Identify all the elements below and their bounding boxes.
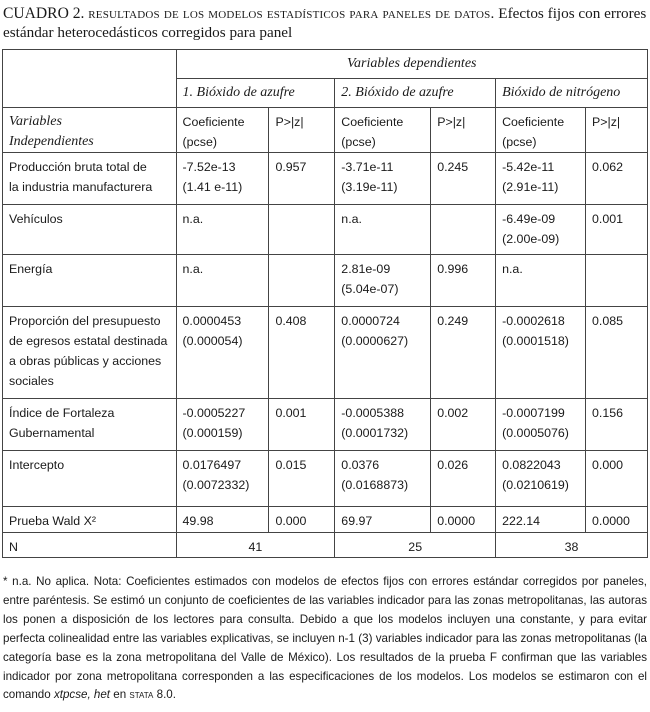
caption-subtitle: Efectos fijos con errores estándar heterocedásticos corregidos para panel bbox=[3, 5, 647, 41]
coef-cell-model-2-line: 2.81e-09 bbox=[341, 262, 391, 276]
p-value-model-3: 0.062 bbox=[586, 153, 648, 205]
coef-cell-model-1 bbox=[176, 255, 269, 307]
coef-cell-model-2-line: (3.19e-11) bbox=[341, 180, 398, 194]
coef-cell-model-1-line: -0.0005227 bbox=[182, 406, 246, 420]
independent-header-line-2: Independientes bbox=[9, 134, 94, 149]
coef-cell-model-1 bbox=[176, 399, 269, 451]
note-version: 8.0. bbox=[156, 688, 176, 702]
p-value-model-2: 0.245 bbox=[431, 153, 496, 205]
header-empty-cell-2 bbox=[3, 79, 177, 108]
pcse-header-label: (pcse) bbox=[502, 135, 537, 149]
coef-cell-model-1-line: n.a. bbox=[182, 262, 204, 276]
coef-cell-model-2 bbox=[335, 255, 431, 307]
dependent-variables-header: Variables dependientes bbox=[176, 50, 647, 79]
table-row bbox=[3, 153, 648, 205]
coef-header-label: Coeficiente bbox=[182, 115, 245, 129]
coef-cell-model-1-line: -7.52e-13 bbox=[182, 160, 236, 174]
coef-cell-model-3-line: (2.91e-11) bbox=[502, 180, 559, 194]
p-header-2: P>|z| bbox=[431, 108, 496, 153]
variable-label-line: Producción bruta total de bbox=[9, 160, 147, 174]
p-value-model-2: 0.249 bbox=[431, 307, 496, 399]
coef-cell-model-3 bbox=[496, 205, 586, 255]
coef-cell-model-3-line: -0.0002618 bbox=[502, 314, 565, 328]
variable-label bbox=[3, 399, 177, 451]
coef-cell-model-2-line: 0.0000724 bbox=[341, 314, 400, 328]
coef-cell-model-3 bbox=[496, 153, 586, 205]
coef-cell-model-2-line: n.a. bbox=[341, 212, 362, 226]
p-value-model-1: 0.408 bbox=[269, 307, 335, 399]
p-value-model-3 bbox=[586, 255, 648, 307]
model-2-header: 2. Bióxido de azufre bbox=[335, 79, 496, 108]
n-row bbox=[3, 533, 648, 558]
p-value-model-1: 0.001 bbox=[269, 399, 335, 451]
coef-cell-model-3-line: -6.49e-09 bbox=[502, 212, 556, 226]
p-value-model-2: 0.0000 bbox=[431, 507, 496, 533]
variable-label-line: la industria manufacturera bbox=[9, 180, 153, 194]
table-note bbox=[3, 573, 647, 705]
variable-label-line: Vehículos bbox=[9, 212, 63, 226]
pcse-header-label: (pcse) bbox=[341, 135, 376, 149]
coef-cell-model-3 bbox=[496, 507, 586, 533]
coef-cell-model-3-line: (0.0005076) bbox=[502, 426, 569, 440]
variable-label-line: sociales bbox=[9, 374, 54, 388]
model-3-header: Bióxido de nitrógeno bbox=[496, 79, 648, 108]
note-software: stata bbox=[129, 689, 154, 702]
coef-cell-model-2-line: (0.0001732) bbox=[341, 426, 409, 440]
coef-cell-model-2-line: 0.0376 bbox=[341, 458, 380, 472]
variable-label-line: Intercepto bbox=[9, 458, 65, 472]
variable-label-line: Prueba Wald X² bbox=[9, 514, 97, 528]
p-value-model-3: 0.000 bbox=[586, 451, 648, 507]
coef-cell-model-1 bbox=[176, 205, 269, 255]
variable-label-line: a obras públicas y acciones bbox=[9, 354, 162, 368]
coef-cell-model-3-line: (0.0210619) bbox=[502, 478, 569, 492]
coef-cell-model-2 bbox=[335, 153, 431, 205]
coef-cell-model-1-line: n.a. bbox=[182, 212, 204, 226]
coef-cell-model-3 bbox=[496, 307, 586, 399]
n-label: N bbox=[3, 533, 177, 558]
variable-label-line: Índice de Fortaleza bbox=[9, 406, 115, 420]
table-row bbox=[3, 307, 648, 399]
coef-header-3 bbox=[496, 108, 586, 153]
p-value-model-1: 0.000 bbox=[269, 507, 335, 533]
coef-cell-model-1-line: (0.000159) bbox=[182, 426, 243, 440]
coef-cell-model-1 bbox=[176, 307, 269, 399]
p-header-3: P>|z| bbox=[586, 108, 648, 153]
coef-cell-model-2-line: -0.0005388 bbox=[341, 406, 404, 420]
p-value-model-1: 0.015 bbox=[269, 451, 335, 507]
coef-cell-model-2-line: -3.71e-11 bbox=[341, 160, 394, 174]
coef-cell-model-3-line: (0.0001518) bbox=[502, 334, 569, 348]
coef-cell-model-1-line: (0.000054) bbox=[182, 334, 243, 348]
coef-cell-model-2 bbox=[335, 507, 431, 533]
coef-cell-model-2 bbox=[335, 451, 431, 507]
variable-label bbox=[3, 507, 177, 533]
n-value-model-3: 38 bbox=[496, 533, 648, 558]
variable-label-line: de egresos estatal destinada bbox=[9, 334, 168, 348]
table-row bbox=[3, 399, 648, 451]
header-row-dependent bbox=[3, 50, 648, 79]
coef-cell-model-1-line: 49.98 bbox=[182, 514, 214, 528]
variable-label bbox=[3, 205, 177, 255]
p-value-model-3: 0.085 bbox=[586, 307, 648, 399]
caption-label: CUADRO 2. bbox=[3, 5, 85, 22]
note-command: xtpcse, het bbox=[53, 688, 111, 702]
coef-cell-model-3 bbox=[496, 451, 586, 507]
n-value-model-2: 25 bbox=[335, 533, 496, 558]
coef-header-2 bbox=[335, 108, 431, 153]
n-value-model-1: 41 bbox=[176, 533, 335, 558]
coef-cell-model-3-line: n.a. bbox=[502, 262, 523, 276]
coef-cell-model-2-line: (0.0168873) bbox=[341, 478, 409, 492]
coef-cell-model-3-line: (2.00e-09) bbox=[502, 232, 560, 246]
coef-cell-model-1-line: (0.0072332) bbox=[182, 478, 250, 492]
p-value-model-3: 0.001 bbox=[586, 205, 648, 255]
header-row-models bbox=[3, 79, 648, 108]
coef-cell-model-3-line: -5.42e-11 bbox=[502, 160, 555, 174]
coef-cell-model-3 bbox=[496, 255, 586, 307]
coef-cell-model-3-line: -0.0007199 bbox=[502, 406, 565, 420]
coef-cell-model-1-line: 0.0000453 bbox=[182, 314, 242, 328]
independent-variables-header bbox=[3, 108, 177, 153]
coef-cell-model-2 bbox=[335, 205, 431, 255]
header-row-columns bbox=[3, 108, 648, 153]
variable-label-line: Gubernamental bbox=[9, 426, 95, 440]
coef-cell-model-3-line: 0.0822043 bbox=[502, 458, 561, 472]
variable-label bbox=[3, 307, 177, 399]
coef-cell-model-2-line: 69.97 bbox=[341, 514, 373, 528]
caption-title: resultados de los modelos estadísticos para paneles de datos. bbox=[88, 5, 495, 22]
coef-cell-model-1-line: 0.0176497 bbox=[182, 458, 242, 472]
p-value-model-1 bbox=[269, 205, 335, 255]
p-value-model-2: 0.002 bbox=[431, 399, 496, 451]
coef-cell-model-2-line: (5.04e-07) bbox=[341, 282, 399, 296]
variable-label bbox=[3, 451, 177, 507]
model-1-header: 1. Bióxido de azufre bbox=[176, 79, 335, 108]
table-row bbox=[3, 255, 648, 307]
p-value-model-3: 0.156 bbox=[586, 399, 648, 451]
header-empty-cell bbox=[3, 50, 177, 79]
table-row bbox=[3, 507, 648, 533]
variable-label bbox=[3, 255, 177, 307]
variable-label bbox=[3, 153, 177, 205]
note-main: * n.a. No aplica. Nota: Coeficientes estimados con modelos de efectos fijos con errores estándar corregidos por paneles, entre paréntesis. Se estimó un conjunto de coeficientes de las variables indicador para las zonas metropolitanas, las autoras los ponen a disposición de los lectores para consulta. Debido a que los modelos incluyen una constante, y para evitar perfecta colinealidad entre las variables explicativas, se incluyen n-1 (3) variables indicador para las zonas metropolitanas (la categoría base es la zona metropolitana del Valle de México). Los resultados de la prueba F confirman que las variables indicador por zona metropolitana corresponden a las especificaciones de los modelos. Los modelos se estimaron con el comando bbox=[3, 575, 647, 702]
coef-cell-model-1-line: (1.41 e-11) bbox=[182, 180, 243, 194]
coef-cell-model-1 bbox=[176, 153, 269, 205]
p-header-1: P>|z| bbox=[269, 108, 335, 153]
coef-header-label: Coeficiente bbox=[341, 115, 404, 129]
results-table bbox=[2, 49, 648, 558]
p-value-model-2: 0.026 bbox=[431, 451, 496, 507]
coef-cell-model-1 bbox=[176, 451, 269, 507]
variable-label-line: Energía bbox=[9, 262, 53, 276]
coef-cell-model-2-line: (0.0000627) bbox=[341, 334, 409, 348]
coef-cell-model-1 bbox=[176, 507, 269, 533]
note-mid: en bbox=[113, 688, 127, 702]
table-row bbox=[3, 451, 648, 507]
pcse-header-label: (pcse) bbox=[182, 135, 217, 149]
coef-cell-model-2 bbox=[335, 307, 431, 399]
p-value-model-2: 0.996 bbox=[431, 255, 496, 307]
coef-header-label: Coeficiente bbox=[502, 115, 565, 129]
p-value-model-1: 0.957 bbox=[269, 153, 335, 205]
coef-header-1 bbox=[176, 108, 269, 153]
coef-cell-model-3-line: 222.14 bbox=[502, 514, 540, 528]
independent-header-line-1: Variables bbox=[9, 114, 62, 129]
p-value-model-3: 0.0000 bbox=[586, 507, 648, 533]
p-value-model-2 bbox=[431, 205, 496, 255]
p-value-model-1 bbox=[269, 255, 335, 307]
variable-label-line: Proporción del presupuesto bbox=[9, 314, 161, 328]
table-caption bbox=[3, 4, 647, 42]
coef-cell-model-2 bbox=[335, 399, 431, 451]
table-row bbox=[3, 205, 648, 255]
coef-cell-model-3 bbox=[496, 399, 586, 451]
